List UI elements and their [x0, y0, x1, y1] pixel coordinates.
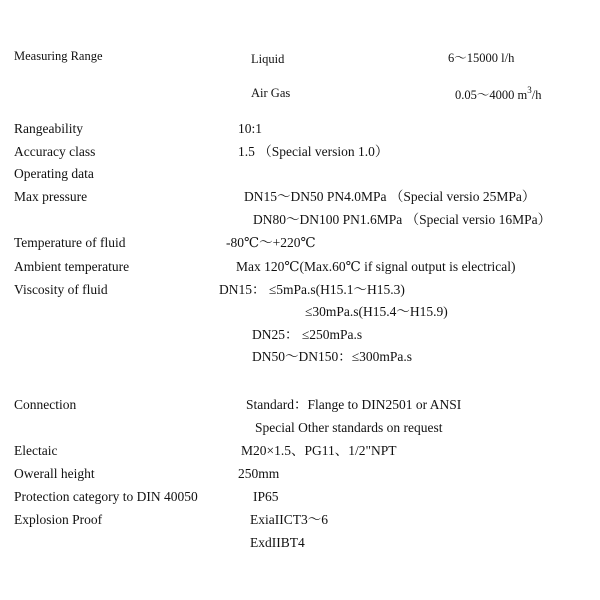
max-pressure-label: Max pressure — [14, 189, 88, 204]
overall-height-label: Owerall height — [14, 466, 95, 481]
electaic-value: M20×1.5、PG11、1/2"NPT — [241, 443, 397, 458]
gas-value: 0.05～4000 $m^3/h$ — [455, 85, 542, 102]
max-pressure-line-2: DN80～DN100 PN1.6MPa （Special versio 16MPa） — [253, 212, 552, 227]
ambient-temp-label: Ambient temperature — [14, 259, 130, 274]
explosion-label: Explosion Proof — [14, 512, 103, 527]
measuring-range-label: Measuring Range — [14, 49, 103, 63]
viscosity-line-1: DN15： ≤5mPa.s(H15.1～H15.3) — [219, 282, 405, 297]
connection-label: Connection — [14, 397, 77, 412]
connection-line-2: Special Other standards on request — [255, 420, 443, 435]
liquid-label: Liquid — [251, 52, 285, 66]
fluid-temp-label: Temperature of fluid — [14, 235, 126, 250]
protection-value: IP65 — [253, 489, 279, 504]
operating-data-label: Operating data — [14, 166, 94, 181]
gas-value-exponent: 3 — [527, 85, 532, 95]
explosion-line-2: ExdIIBT4 — [250, 535, 305, 550]
viscosity-line-4: DN50～DN150：≤300mPa.s — [252, 349, 413, 364]
electaic-label: Electaic — [14, 443, 58, 458]
accuracy-value: 1.5 （Special version 1.0） — [238, 144, 389, 159]
protection-label: Protection category to DIN 40050 — [14, 489, 198, 504]
max-pressure-line-1: DN15～DN50 PN4.0MPa （Special versio 25MPa） — [244, 189, 536, 204]
gas-label: Air Gas — [251, 86, 291, 100]
viscosity-line-2: ≤30mPa.s(H15.4～H15.9) — [305, 304, 448, 319]
liquid-value: 6～15000 l/h — [448, 51, 515, 65]
viscosity-line-3: DN25： ≤250mPa.s — [252, 327, 363, 342]
connection-line-1: Standard：Flange to DIN2501 or ANSI — [246, 397, 462, 412]
rangeability-label: Rangeability — [14, 121, 83, 136]
rangeability-value: 10:1 — [238, 121, 263, 136]
explosion-line-1: ExiaIICT3～6 — [250, 512, 328, 527]
fluid-temp-value: -80℃～+220℃ — [226, 235, 316, 250]
ambient-temp-value: Max 120℃(Max.60℃ if signal output is electrical) — [236, 259, 516, 274]
accuracy-label: Accuracy class — [14, 144, 96, 159]
overall-height-value: 250mm — [238, 466, 280, 481]
viscosity-label: Viscosity of fluid — [14, 282, 108, 297]
